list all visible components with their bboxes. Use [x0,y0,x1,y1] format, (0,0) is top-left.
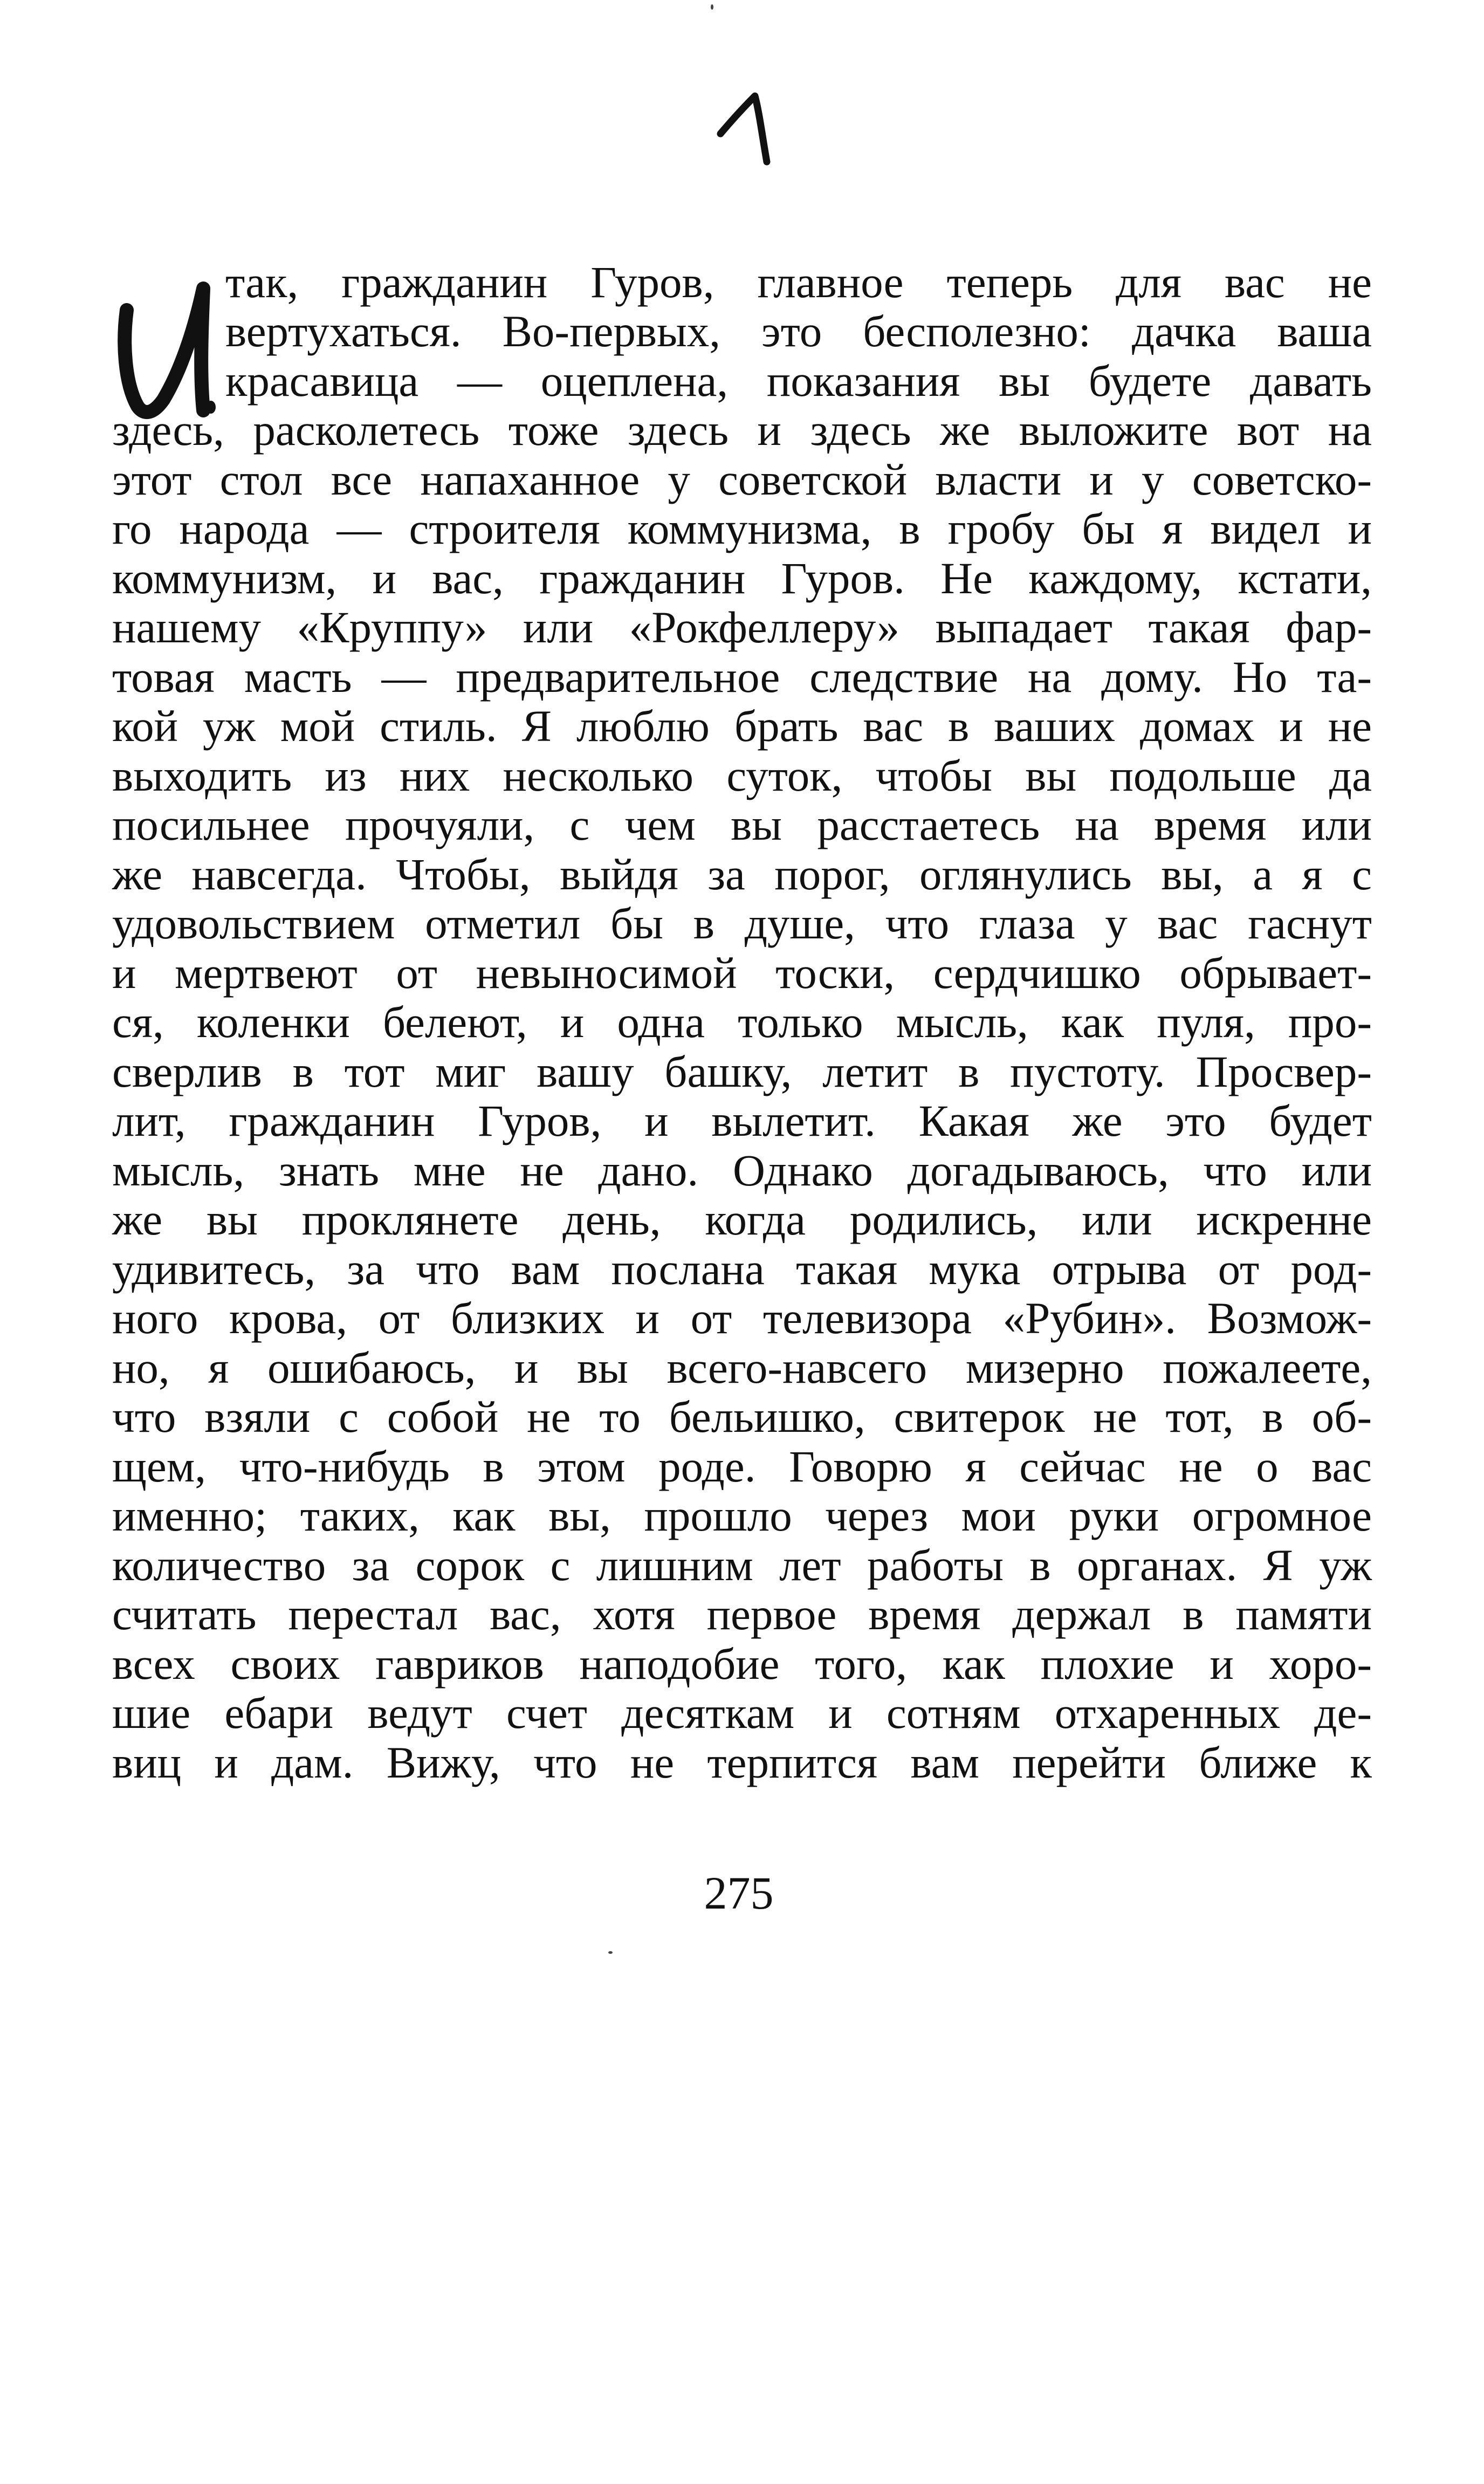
text-line: коммунизм, и вас, гражданин Гуров. Не каждому, кстати, [112,553,1372,603]
page-number: 275 [704,1867,774,1919]
scan-speck [711,4,713,10]
text-line: всех своих гавриков наподобие того, как плохие и хоро- [112,1639,1372,1689]
text-line: именно; таких, как вы, прошло через мои руки огромное [112,1491,1372,1540]
text-line: вертухаться. Во-первых, это бесполезно: дачка ваша [225,306,1372,356]
text-line: сверлив в тот миг вашу башку, летит в пустоту. Просвер- [112,1047,1372,1096]
text-line: и мертвеют от невыносимой тоски, сердчишко обрывает- [112,948,1372,998]
text-line: мысль, знать мне не дано. Однако догадываюсь, что или [112,1145,1372,1195]
text-line: количество за сорок с лишним лет работы в органах. Я уж [112,1540,1372,1590]
text-line: товая масть — предварительное следствие на дому. Но та- [112,652,1372,702]
text-line: го народа — строителя коммунизма, в гробу бы я видел и [112,504,1372,553]
text-line: так, гражданин Гуров, главное теперь для вас не [225,257,1372,307]
text-line: выходить из них несколько суток, чтобы вы подольше да [112,751,1372,800]
text-line: но, я ошибаюсь, и вы всего-навсего мизерно пожалеете, [112,1343,1372,1392]
text-line: лит, гражданин Гуров, и вылетит. Какая же это будет [112,1096,1372,1145]
text-line: удовольствием отметил бы в душе, что глаза у вас гаснут [112,898,1372,948]
text-line: кой уж мой стиль. Я люблю брать вас в ваших домах и не [112,701,1372,751]
text-line: посильнее прочуяли, с чем вы расстаетесь на время или [112,800,1372,849]
text-line: ся, коленки белеют, и одна только мысль, как пуля, про- [112,997,1372,1047]
text-line: нашему «Круппу» или «Рокфеллеру» выпадает такая фар- [112,602,1372,652]
text-line: удивитесь, за что вам послана такая мука отрыва от род- [112,1244,1372,1294]
text-line: ного крова, от близких и от телевизора «Рубин». Возмож- [112,1293,1372,1343]
scan-speck [608,1951,613,1954]
text-line: виц и дам. Вижу, что не терпится вам перейти ближе к [112,1738,1372,1787]
text-line: же навсегда. Чтобы, выйдя за порог, оглянулись вы, а я с [112,849,1372,899]
text-line: этот стол все напаханное у советской власти и у советско- [112,455,1372,504]
text-line: красавица — оцеплена, показания вы будете давать [225,356,1372,406]
text-line: щем, что-нибудь в этом роде. Говорю я сейчас не о вас [112,1442,1372,1491]
text-line: же вы проклянете день, когда родились, или искренне [112,1195,1372,1244]
text-line: что взяли с собой не то бельишко, свитерок не тот, в об- [112,1392,1372,1442]
text-line: шие ебари ведут счет десяткам и сотням отхаренных де- [112,1688,1372,1738]
text-line: здесь, расколетесь тоже здесь и здесь же выложите вот на [112,405,1372,455]
text-line: считать перестал вас, хотя первое время держал в памяти [112,1589,1372,1639]
